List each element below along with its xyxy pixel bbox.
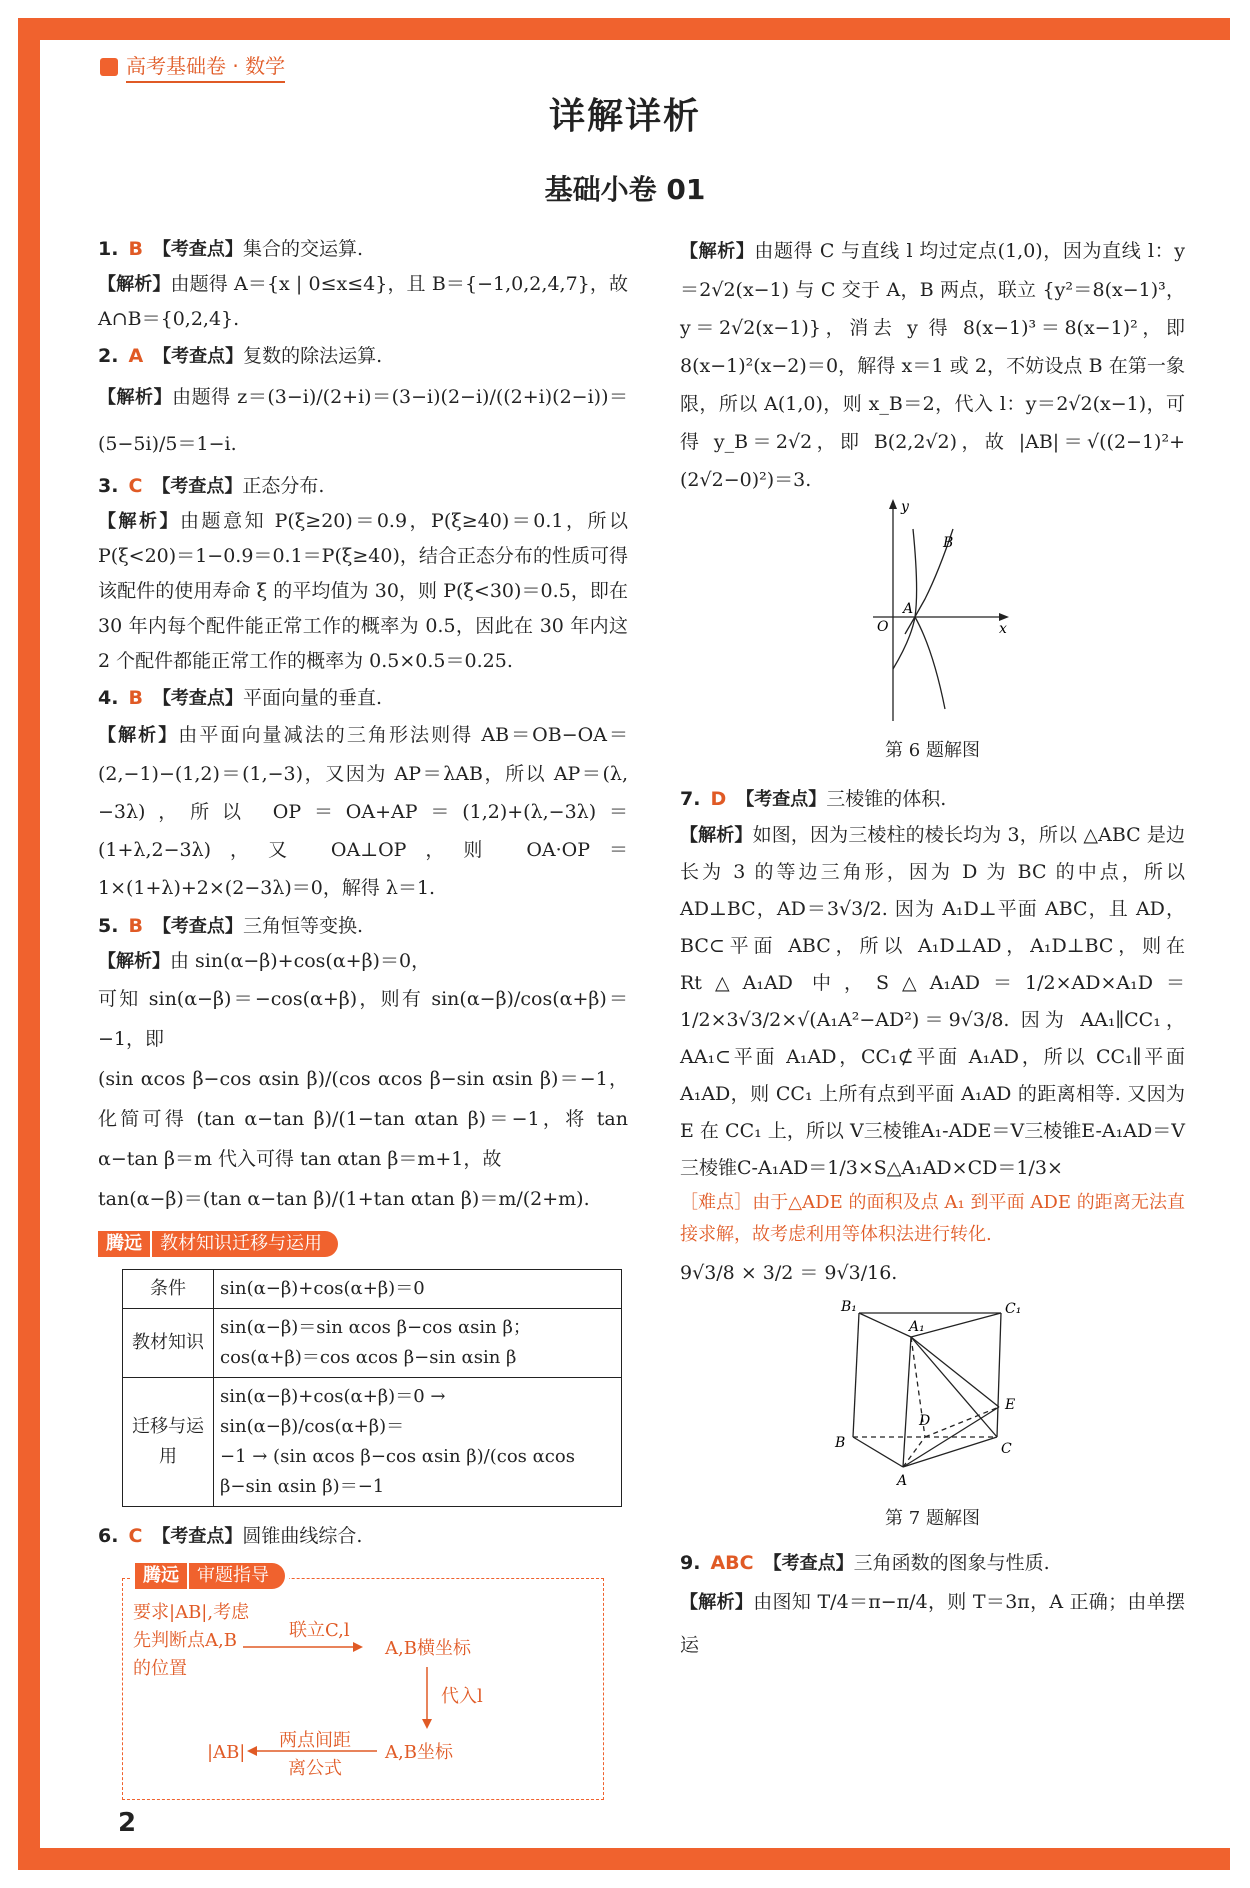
tengyuan-tag: 腾远 [135, 1563, 187, 1589]
question-6-header [98, 1519, 628, 1554]
table-header-cell: 教材知识 [123, 1309, 214, 1378]
page-frame-top [18, 18, 1230, 40]
analysis-label: 【解析】 [98, 951, 170, 972]
running-header [100, 50, 285, 83]
analysis-label: 【解析】 [98, 511, 181, 532]
edge-ba [853, 1437, 903, 1467]
book-icon [100, 58, 118, 76]
analysis-text-2: 可知 sin(α−β)＝−cos(α+β)，则有 sin(α−β)/cos(α+β)＝−1，即 [98, 988, 628, 1050]
topic-text: 集合的交运算. [242, 238, 363, 260]
analysis-text-2: 9√3/8 × 3/2 ＝ 9√3/16. [680, 1262, 898, 1284]
figure-6-caption: 第 6 题解图 [885, 740, 980, 761]
answer-letter: D [710, 788, 727, 810]
analysis-text-3: (sin αcos β−cos αsin β)/(cos αcos β−sin αsin β)＝−1，化简可得 (tan α−tan β)/(1−tan αtan β)＝−1，将 tan α−tan β＝m 代入可得 tan αtan β＝m+1，故 [98, 1068, 628, 1170]
tengyuan-banner [98, 1231, 338, 1257]
table-row [123, 1378, 622, 1507]
right-arrow-icon [243, 1635, 363, 1655]
topic-label: 【考查点】 [736, 789, 827, 810]
edge-ad-hidden [903, 1437, 925, 1467]
answer-letter: C [128, 1525, 143, 1547]
vertex-c1-label: C₁ [1004, 1301, 1021, 1317]
question-number: 5. [98, 915, 119, 937]
topic-label: 【考查点】 [152, 476, 243, 497]
table-row [123, 1270, 622, 1309]
curve-lower-branch [915, 617, 945, 709]
vertex-b-label: B [834, 1435, 845, 1451]
table-header-cell: 条件 [123, 1270, 214, 1309]
table-cell-line: −1 → (sin αcos β−cos αsin β)/(cos αcos β−sin αsin β)＝−1 [220, 1446, 575, 1497]
guide-step-x: A,B横坐标 [385, 1638, 471, 1659]
figure-q7 [823, 1297, 1043, 1497]
guide-arrow-label: 代入l [441, 1686, 483, 1707]
guide-text: 先判断点A,B [133, 1630, 237, 1651]
guide-text: 离公式 [288, 1758, 342, 1779]
tengyuan-tag: 腾远 [98, 1231, 150, 1257]
table-cell-line: sin(α−β)+cos(α+β)＝0 → sin(α−β)/cos(α+β)＝ [220, 1386, 446, 1437]
table-cell: sin(α−β)+cos(α+β)＝0 [214, 1270, 622, 1309]
guide-step-end: |AB| [207, 1742, 246, 1763]
topic-text: 圆锥曲线综合. [242, 1525, 363, 1547]
topic-label: 【考查点】 [152, 239, 243, 260]
edge-a1a [903, 1337, 911, 1467]
table-header-cell: 迁移与运用 [123, 1378, 214, 1507]
analysis-label: 【解析】 [98, 274, 171, 295]
page-frame-left [18, 18, 40, 1870]
question-number: 1. [98, 238, 119, 260]
topic-text: 正态分布. [242, 475, 325, 497]
x-axis-arrow-icon [999, 613, 1009, 621]
answer-letter: C [128, 475, 143, 497]
header-text: 高考基础卷 · 数学 [126, 50, 285, 83]
topic-label: 【考查点】 [153, 346, 244, 367]
edge-a1e [911, 1337, 999, 1407]
guide-text: 两点间距 [279, 1730, 351, 1751]
answer-letter: B [128, 915, 143, 937]
difficulty-hint: ［难点］由于△ADE 的面积及点 A₁ 到平面 ADE 的距离无法直接求解，故考虑利用等体积法进行转化. [680, 1192, 1185, 1245]
question-number: 2. [98, 345, 119, 367]
question-3 [98, 469, 628, 679]
page-number: 2 [118, 1808, 137, 1838]
analysis-label: 【解析】 [680, 1592, 754, 1613]
analysis-text: 由题意知 P(ξ≥20)＝0.9，P(ξ≥40)＝0.1，所以 P(ξ<20)＝1−0.9＝0.1＝P(ξ≥40)，结合正态分布的性质可得该配件的使用寿命 ξ 的平均值为 30，则 P(ξ<30)＝0.5，即在 30 年内每个配件能正常工作的概率为 0.5，因此在 30 年内这 2 个配件都能正常工作的概率为 0.5×0.5＝0.25. [98, 510, 628, 672]
guide-label: 审题指导 [189, 1563, 285, 1589]
right-column [680, 232, 1185, 1668]
figure-7-caption: 第 7 题解图 [885, 1508, 980, 1529]
topic-text: 复数的除法运算. [243, 345, 383, 367]
analysis-text: 由题得 A＝{x | 0≤x≤4}，且 B＝{−1,0,2,4,7}，故 A∩B＝{0,2,4}. [98, 273, 628, 330]
table-cell-line: cos(α+β)＝cos αcos β−sin αsin β [220, 1347, 517, 1368]
page-subtitle: 基础小卷 01 [544, 173, 706, 206]
question-7 [680, 782, 1185, 1295]
analysis-text: 由题得 z＝(3−i)/(2+i)＝(3−i)(2−i)/((2+i)(2−i))＝(5−5i)/5＝1−i. [98, 386, 629, 455]
vertex-a1-label: A₁ [908, 1319, 925, 1335]
left-column [98, 232, 628, 1800]
edge-de-hidden [925, 1407, 999, 1437]
analysis-text: 由题得 C 与直线 l 均过定点(1,0)，因为直线 l：y＝2√2(x−1) 与 C 交于 A，B 两点，联立 {y²＝8(x−1)³，y＝2√2(x−1)}，消去 y 得 8(x−1)³＝8(x−1)²，即 8(x−1)²(x−2)＝0，解得 x＝1 或 2，不妨设点 B 在第一象限，所以 A(1,0)，则 x_B＝2，代入 l：y＝2√2(x−1)，可得 y_B＝2√2，即 B(2,2√2)，故 |AB|＝√((2−1)²+(2√2−0)²)＝3. [680, 240, 1185, 491]
y-label: y [900, 499, 909, 515]
analysis-label: 【解析】 [98, 387, 173, 408]
question-4 [98, 681, 628, 907]
table-row [123, 1309, 622, 1378]
question-number: 7. [680, 788, 701, 810]
vertex-a-label: A [896, 1473, 907, 1489]
figure-q6 [853, 499, 1013, 729]
page-title: 详解详析 [548, 96, 701, 137]
origin-label: O [876, 619, 888, 635]
answer-letter: ABC [710, 1552, 754, 1574]
analysis-text-1: 如图，因为三棱柱的棱长均为 3，所以 △ABC 是边长为 3 的等边三角形，因为 D 为 BC 的中点，所以 AD⊥BC，AD＝3√3/2. 因为 A₁D⊥平面 ABC，且 AD，BC⊂平面 ABC，所以 A₁D⊥AD，A₁D⊥BC，则在 Rt△A₁AD 中，S△A₁AD＝1/2×AD×A₁D＝1/2×3√3/2×√(A₁A²−AD²)＝9√3/8. 因为 AA₁∥CC₁，AA₁⊂平面 A₁AD，CC₁⊄平面 A₁AD，所以 CC₁∥平面 A₁AD，则 CC₁ 上所有点到平面 A₁AD 的距离相等. 又因为 E 在 CC₁ 上，所以 V三棱锥A₁-ADE＝V三棱锥E-A₁AD＝V三棱锥C-A₁AD＝1/3×S△A₁AD×CD＝1/3× [680, 824, 1185, 1179]
down-arrow-icon [417, 1667, 437, 1731]
table-cell [214, 1309, 622, 1378]
question-1 [98, 232, 628, 337]
analysis-text: 由平面向量减法的三角形法则得 AB＝OB−OA＝(2,−1)−(1,2)＝(1,−3)，又因为 AP＝λAB，所以 AP＝(λ,−3λ)，所以 OP＝OA+AP＝(1,2)+(λ,−3λ)＝(1+λ,2−3λ)，又 OA⊥OP，则 OA·OP＝1×(1+λ)+2×(2−3λ)＝0，解得 λ＝1. [98, 724, 629, 899]
analysis-label: 【解析】 [98, 725, 179, 746]
guide-step-coords: A,B坐标 [385, 1742, 453, 1763]
analysis-text-4: tan(α−β)＝(tan α−tan β)/(1+tan αtan β)＝m/(2+m). [98, 1188, 590, 1210]
x-label: x [998, 621, 1007, 637]
topic-label: 【考查点】 [152, 1526, 243, 1547]
vertex-b1-label: B₁ [840, 1299, 857, 1315]
left-arrow-icon [247, 1739, 381, 1759]
question-number: 3. [98, 475, 119, 497]
table-cell [214, 1378, 622, 1507]
topic-text: 三角恒等变换. [242, 915, 363, 937]
edge-ac [903, 1437, 997, 1467]
reading-guide-box [122, 1565, 604, 1800]
point-a-label: A [902, 601, 913, 617]
curve-cubic [893, 529, 917, 669]
edge-b1b [853, 1313, 859, 1437]
vertex-d-label: D [918, 1413, 930, 1429]
y-axis-arrow-icon [889, 499, 897, 509]
question-5 [98, 909, 628, 1219]
analysis-text-1: 由 sin(α−β)+cos(α+β)＝0， [170, 950, 431, 972]
analysis-text: 由图知 T/4＝π−π/4，则 T＝3π，A 正确；由单摆运 [680, 1591, 1186, 1656]
guide-title [131, 1563, 289, 1589]
guide-text: 要求|AB|,考虑 [133, 1602, 250, 1623]
question-number: 9. [680, 1552, 701, 1574]
question-9 [680, 1546, 1185, 1666]
answer-letter: B [128, 238, 143, 260]
topic-label: 【考查点】 [152, 688, 243, 709]
edge-b1a1 [859, 1313, 911, 1337]
topic-text: 三棱锥的体积. [826, 788, 947, 810]
answer-letter: B [128, 687, 143, 709]
question-2 [98, 339, 628, 467]
topic-text: 三角函数的图象与性质. [853, 1552, 1050, 1574]
guide-arrow-label: 联立C,l [289, 1620, 350, 1641]
table-cell-line: sin(α−β)＝sin αcos β−cos αsin β； [220, 1317, 531, 1338]
question-number: 6. [98, 1525, 119, 1547]
guide-text: 的位置 [133, 1658, 187, 1679]
topic-label: 【考查点】 [152, 916, 243, 937]
topic-text: 平面向量的垂直. [242, 687, 382, 709]
guide-step-start [133, 1599, 249, 1683]
page-frame-bottom [18, 1848, 1230, 1870]
vertex-c-label: C [1000, 1441, 1012, 1457]
analysis-label: 【解析】 [680, 825, 753, 846]
analysis-label: 【解析】 [680, 241, 755, 262]
answer-letter: A [128, 345, 144, 367]
question-number: 4. [98, 687, 119, 709]
tengyuan-label: 教材知识迁移与运用 [152, 1231, 338, 1257]
knowledge-table [122, 1269, 622, 1507]
edge-c1c [997, 1313, 1001, 1437]
point-b-label: B [942, 535, 953, 551]
vertex-e-label: E [1004, 1397, 1015, 1413]
topic-label: 【考查点】 [763, 1553, 854, 1574]
